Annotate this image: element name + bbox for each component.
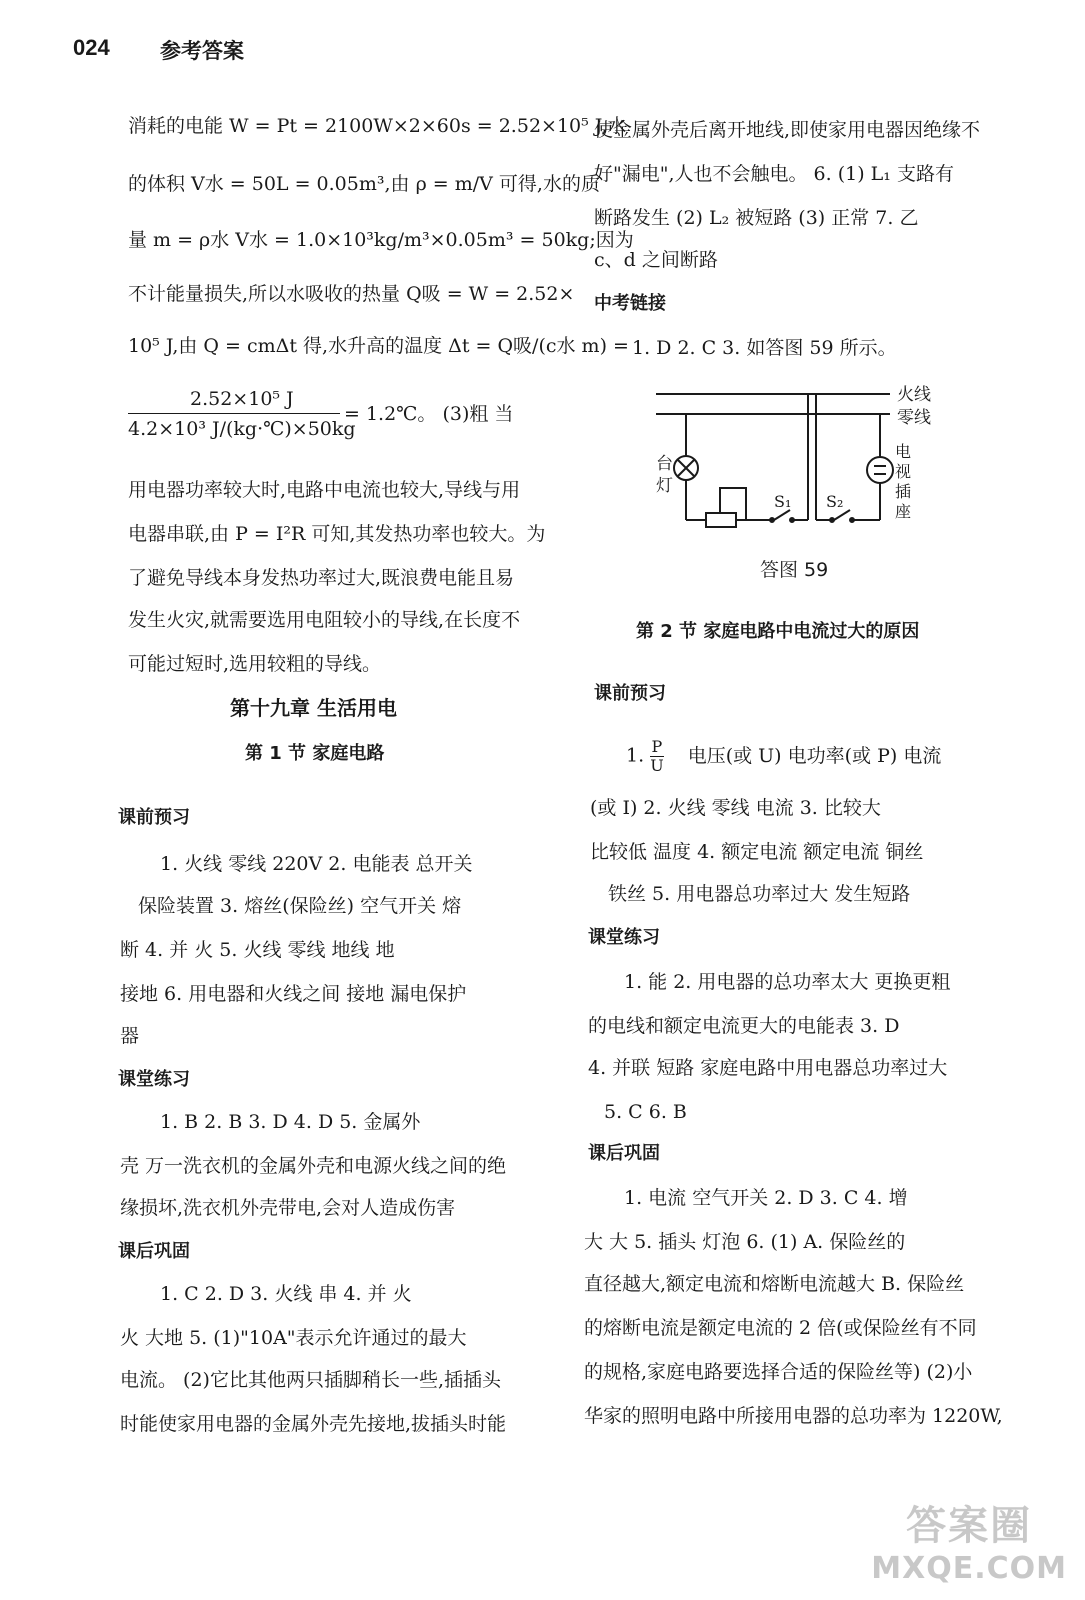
text-line: 1. C 2. D 3. 火线 串 4. 并 火 [160, 1283, 412, 1305]
text-line: 的规格,家庭电路要选择合适的保险丝等) (2)小 [584, 1361, 973, 1383]
text-line: 华家的照明电路中所接用电器的总功率为 1220W, [584, 1405, 1003, 1427]
text-line: 1. 火线 零线 220V 2. 电能表 总开关 [160, 853, 473, 875]
text-line: 大 大 5. 插头 灯泡 6. (1) A. 保险丝的 [584, 1231, 906, 1253]
text-line: 断路发生 (2) L₂ 被短路 (3) 正常 7. 乙 [594, 207, 919, 229]
subheading: 中考链接 [594, 293, 666, 314]
text-line: 1. 能 2. 用电器的总功率太大 更换更粗 [624, 971, 951, 993]
text-line: 1. D 2. C 3. 如答图 59 所示。 [632, 337, 897, 359]
socket-icon [867, 457, 893, 483]
text-line: 1. 电流 空气开关 2. D 3. C 4. 增 [624, 1187, 908, 1209]
text-line: c、d 之间断路 [594, 249, 718, 271]
text-line [626, 738, 941, 775]
text-line: 好"漏电",人也不会触电。 6. (1) L₁ 支路有 [594, 163, 954, 185]
text-line: 5. C 6. B [604, 1101, 687, 1123]
text-line: 用电器功率较大时,电路中电流也较大,导线与用 [128, 479, 521, 501]
page-header-title: 参考答案 [160, 39, 244, 63]
text-line: 火 大地 5. (1)"10A"表示允许通过的最大 [120, 1327, 467, 1349]
text-line: 了避免导线本身发热功率过大,既浪费电能且易 [128, 567, 515, 589]
socket-label: 座 [895, 502, 912, 521]
page-number: 024 [73, 35, 110, 60]
section-title: 第 2 节 家庭电路中电流过大的原因 [636, 621, 920, 642]
watermark-text: 答案圈 [906, 1503, 1033, 1549]
text-line: 的熔断电流是额定电流的 2 倍(或保险丝有不同 [584, 1317, 977, 1339]
subheading: 课后巩固 [588, 1143, 660, 1164]
text-segment: 电压(或 U) 电功率(或 P) 电流 [687, 744, 942, 767]
figure-caption: 答图 59 [760, 559, 829, 581]
lamp-label: 台 [656, 454, 673, 474]
text-line: 的体积 V水 = 50L = 0.05m³,由 ρ = m/V 可得,水的质 [128, 173, 600, 195]
text-line: 消耗的电能 W = Pt = 2100W×2×60s = 2.52×10⁵ J,水 [128, 115, 627, 137]
rheostat-shape [706, 513, 736, 527]
text-line: 发生火灾,就需要选用电阻较小的导线,在长度不 [128, 609, 521, 631]
text-line: 1. B 2. B 3. D 4. D 5. 金属外 [160, 1111, 421, 1133]
watermark-url: MXQE.COM [871, 1551, 1067, 1586]
subheading: 课前预习 [118, 807, 190, 828]
subheading: 课前预习 [594, 683, 666, 704]
fraction-numerator: P [651, 737, 663, 756]
text-line: 比较低 温度 4. 额定电流 额定电流 铜丝 [590, 841, 924, 863]
text-line: 4. 并联 短路 家庭电路中用电器总功率过大 [588, 1057, 948, 1079]
fraction-denominator: 4.2×10³ J/(kg·℃)×50kg [128, 418, 356, 440]
fraction-bar [128, 413, 340, 414]
fraction-p-over-u [650, 738, 663, 775]
text-line: 电器串联,由 P = I²R 可知,其发热功率也较大。为 [128, 523, 546, 545]
text-line: 电流。 (2)它比其他两只插脚稍长一些,插插头 [120, 1369, 501, 1391]
text-line: 使金属外壳后离开地线,即使家用电器因绝缘不 [594, 119, 981, 141]
text-line: 10⁵ J,由 Q = cmΔt 得,水升高的温度 Δt = Q吸/(c水 m) = [128, 335, 629, 357]
text-line: 接地 6. 用电器和火线之间 接地 漏电保护 [120, 983, 467, 1005]
text-line: 保险装置 3. 熔丝(保险丝) 空气开关 熔 [138, 895, 462, 917]
live-wire-label: 火线 [897, 385, 931, 405]
text-line: 直径越大,额定电流和熔断电流越大 B. 保险丝 [584, 1273, 965, 1295]
chapter-title: 第十九章 生活用电 [230, 696, 397, 720]
text-line: 量 m = ρ水 V水 = 1.0×10³kg/m³×0.05m³ = 50kg;因为 [128, 229, 634, 251]
text-line: 器 [120, 1025, 140, 1047]
text-line: 时能使家用电器的金属外壳先接地,拔插头时能 [120, 1413, 507, 1435]
subheading: 课堂练习 [118, 1069, 190, 1090]
socket-label: 电 [895, 442, 912, 461]
fraction-denominator: U [650, 756, 664, 775]
text-line: 可能过短时,选用较粗的导线。 [128, 653, 382, 675]
text-line: (或 I) 2. 火线 零线 电流 3. 比较大 [590, 797, 881, 819]
text-line: 不计能量损失,所以水吸收的热量 Q吸 = W = 2.52× [128, 283, 575, 305]
text-line: 铁丝 5. 用电器总功率过大 发生短路 [608, 883, 911, 905]
fraction-numerator: 2.52×10⁵ J [190, 388, 294, 410]
socket-label: 视 [895, 462, 912, 481]
lamp-icon [674, 456, 698, 480]
subheading: 课堂练习 [588, 927, 660, 948]
switch-s1-label: S₁ [774, 492, 792, 511]
neutral-wire-label: 零线 [897, 408, 931, 428]
switch-s2-label: S₂ [826, 492, 844, 511]
lamp-label: 灯 [656, 476, 673, 496]
subheading: 课后巩固 [118, 1241, 190, 1262]
text-line: 缘损坏,洗衣机外壳带电,会对人造成伤害 [120, 1197, 456, 1219]
text-line: = 1.2℃。 (3)粗 当 [344, 403, 514, 425]
section-title: 第 1 节 家庭电路 [245, 743, 385, 764]
item-number: 1. [626, 744, 645, 767]
text-line: 的电线和额定电流更大的电能表 3. D [588, 1015, 900, 1037]
text-line: 壳 万一洗衣机的金属外壳和电源火线之间的绝 [120, 1155, 507, 1177]
watermark-logo [871, 1494, 1067, 1586]
socket-label: 插 [895, 482, 912, 501]
text-line: 断 4. 并 火 5. 火线 零线 地线 地 [120, 939, 395, 961]
